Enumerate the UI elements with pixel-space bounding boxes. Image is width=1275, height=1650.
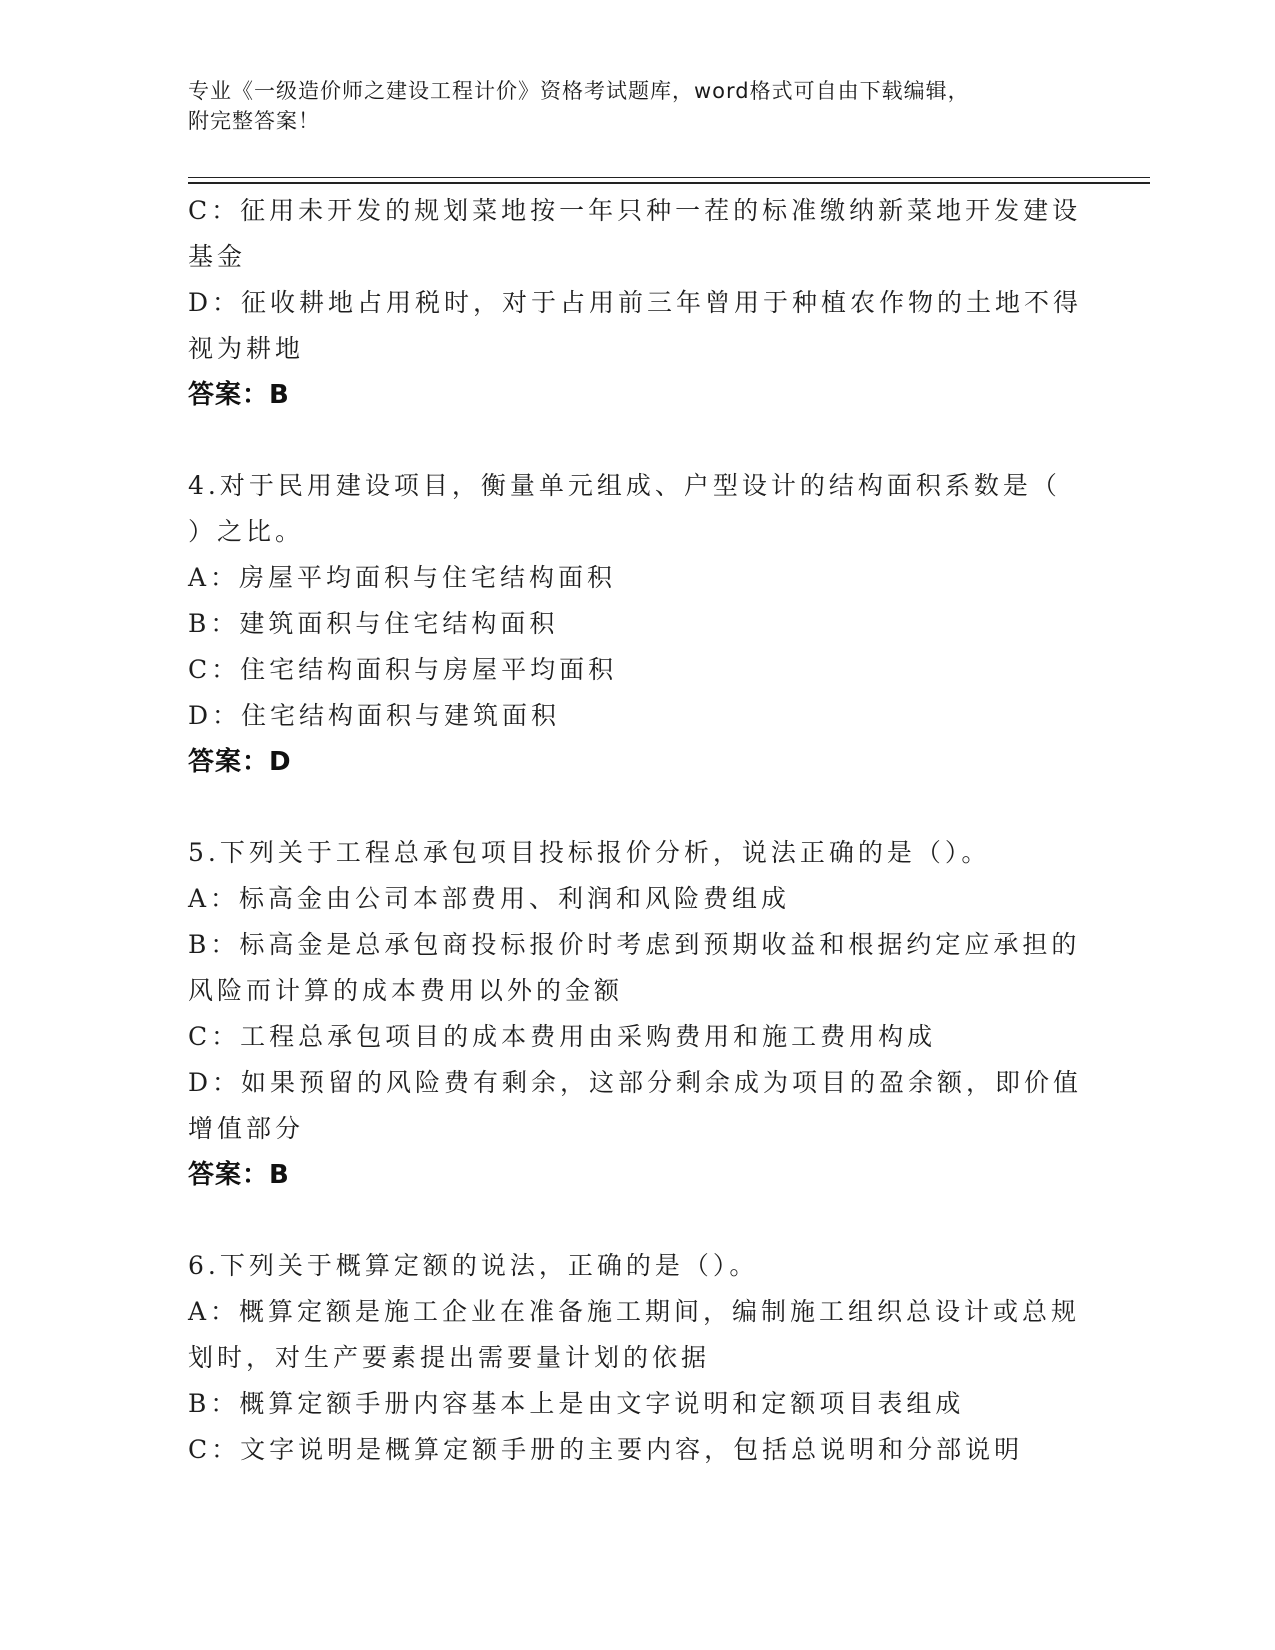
option-c: C：工程总承包项目的成本费用由采购费用和施工费用构成 bbox=[188, 1022, 937, 1051]
option-d: D：住宅结构面积与建筑面积 bbox=[188, 701, 561, 730]
question-6 bbox=[188, 1243, 1088, 1473]
answer-label: 答案：B bbox=[188, 1160, 290, 1190]
header-line-2: 附完整答案！ bbox=[188, 109, 320, 133]
option-b: B：概算定额手册内容基本上是由文字说明和定额项目表组成 bbox=[188, 1389, 965, 1418]
option-b-line-1: B：标高金是总承包商投标报价时考虑到预期收益和根据约定应承担的 bbox=[188, 930, 1081, 959]
option-b-line-2: 风险而计算的成本费用以外的金额 bbox=[188, 976, 624, 1005]
option-d-line-2: 增值部分 bbox=[188, 1114, 305, 1143]
question-4 bbox=[188, 463, 1088, 785]
option-d-line-1: D：如果预留的风险费有剩余，这部分剩余成为项目的盈余额，即价值 bbox=[188, 1068, 1083, 1097]
answer-label: 答案：B bbox=[188, 380, 290, 410]
question-list bbox=[188, 188, 1088, 1473]
header-divider-thick bbox=[188, 182, 1150, 184]
header-line-1: 专业《一级造价师之建设工程计价》资格考试题库，word格式可自由下载编辑， bbox=[188, 79, 970, 103]
option-a: A：标高金由公司本部费用、利润和风险费组成 bbox=[188, 884, 791, 913]
option-a-line-1: A：概算定额是施工企业在准备施工期间，编制施工组织总设计或总规 bbox=[188, 1297, 1081, 1326]
option-b: B：建筑面积与住宅结构面积 bbox=[188, 609, 559, 638]
question-text: 6.下列关于概算定额的说法，正确的是（）。 bbox=[188, 1251, 759, 1280]
spacer bbox=[188, 1198, 1088, 1243]
document-header bbox=[188, 76, 1068, 136]
option-a-line-2: 划时，对生产要素提出需要量计划的依据 bbox=[188, 1343, 711, 1372]
spacer bbox=[188, 418, 1088, 463]
question-text-line-1: 4.对于民用建设项目，衡量单元组成、户型设计的结构面积系数是（ bbox=[188, 471, 1061, 500]
option-c: C：住宅结构面积与房屋平均面积 bbox=[188, 655, 618, 684]
option-d-line-1: D：征收耕地占用税时，对于占用前三年曾用于种植农作物的土地不得 bbox=[188, 288, 1083, 317]
question-text: 5.下列关于工程总承包项目投标报价分析，说法正确的是（）。 bbox=[188, 838, 991, 867]
option-d-line-2: 视为耕地 bbox=[188, 334, 305, 363]
question-text-line-2: ）之比。 bbox=[188, 517, 305, 546]
spacer bbox=[188, 785, 1088, 830]
option-c-line-1: C：征用未开发的规划菜地按一年只种一茬的标准缴纳新菜地开发建设 bbox=[188, 196, 1082, 225]
answer-label: 答案：D bbox=[188, 747, 292, 777]
question-5 bbox=[188, 830, 1088, 1198]
option-c: C：文字说明是概算定额手册的主要内容，包括总说明和分部说明 bbox=[188, 1435, 1024, 1464]
question-3 bbox=[188, 188, 1088, 418]
option-c-line-2: 基金 bbox=[188, 242, 247, 271]
header-divider-thin bbox=[188, 177, 1150, 178]
option-a: A：房屋平均面积与住宅结构面积 bbox=[188, 563, 617, 592]
